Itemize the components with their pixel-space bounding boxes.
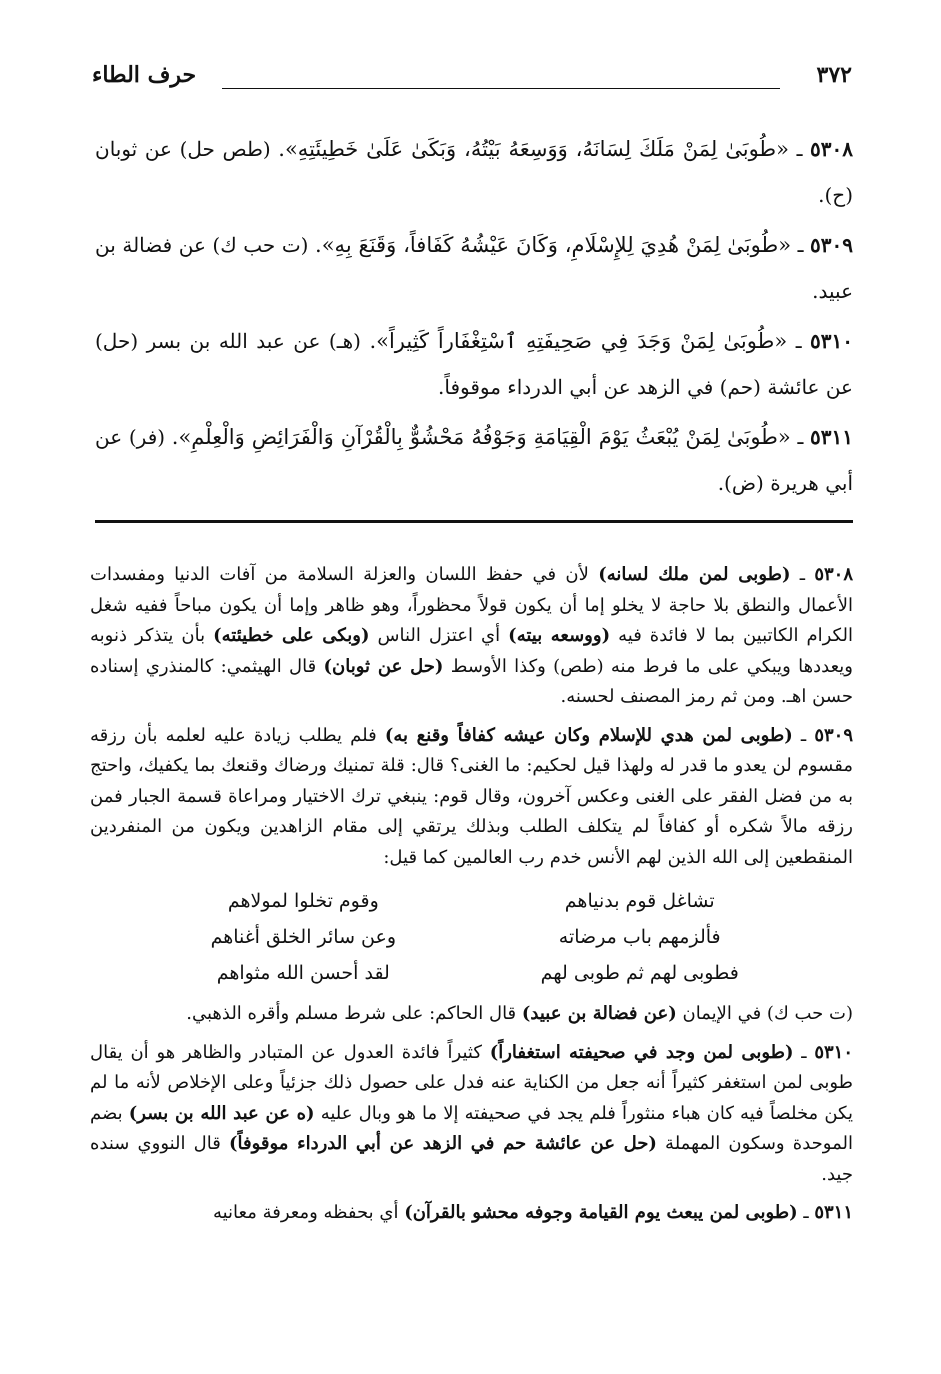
commentary-number: ٥٣٠٩ [814,724,853,746]
poem-verse [160,955,783,991]
hadith-5308 [95,126,853,218]
commentary-quote: (طوبى لمن ملك لسانه) [598,564,791,585]
hadith-number: ٥٣٠٩ [810,233,854,257]
hadith-source: (فر) عن أبي هريرة (ض). [95,425,853,495]
commentary-text: كثيراً فائدة العدول عن المتبادر والظاهر هو أن يقال طوبى لمن استغفر كثيراً أنه جعل من الكناية عنه فدل على حصول ذلك جزئياً وعلى الإخلاص لأنه ما لم يكن مخلصاً فيه كان هباء منثوراً فلم يجد في صحيفته إلا ما هو وبال عليه [90,1041,853,1124]
commentary-quote: (وبكى على خطيئته) [213,625,370,646]
commentary-text: فلم يطلب زيادة عليه لعلمه بأن رزقه مقسوم لن يعدو ما قدر له ولهذا قيل لحكيم: ما الغنى؟ قال: قلة تمنيك ورضاك وقنعك بما يكفيك، واحتج به من فضل الفقر على الغنى وعكس آخرون، وقال قوم: ينبغي ترك الاختيار ومراعاة قسمة الجبار فمن رزقه مالاً شكره أو كفافاً لم يتكلف الطلب وبذلك يرتقي إلى مقام الزاهدين ويكون من المنفردين المنقطعين إلى الله الذين لهم الأنس خدم رب العالمين كما قيل: [90,724,853,868]
commentary-quote: (حل عن عائشة حم في الزهد عن أبي الدرداء موقوفاً) [228,1133,657,1154]
poem-hemistich: تشاغل قوم بدنياهم [564,890,715,912]
commentary-number: ٥٣٠٨ [814,564,854,585]
poem-verse [160,919,783,955]
commentary-quote: (ه عن عبد الله بن بسر) [128,1102,315,1124]
hadith-number: ٥٣٠٨ [810,137,853,161]
header-rule [222,88,780,89]
commentary-5311 [90,1198,853,1229]
section-title: حرف الطاء [92,62,197,88]
commentary-quote: (طوبى لمن وجد في صحيفته استغفاراً) [489,1041,794,1063]
hadith-text: «طُوبَىٰ لِمَنْ هُدِيَ لِلإِسْلَامِ، وَكَانَ عَيْشُهُ كَفَافاً، وَقَنَعَ بِهِ». [315,233,792,257]
poem-hemistich: فألزمهم باب مرضاته [558,926,721,948]
commentary-5309-source [90,999,853,1030]
poem [90,883,853,991]
hadith-5310 [95,318,853,410]
commentary-text: أي بحفظه ومعرفة معانيه [212,1202,405,1223]
commentary-text: قال النووي سنده جيد. [90,1133,853,1185]
commentary-text: بضم الموحدة وسكون المهملة [90,1102,853,1154]
commentary-dash: ـ [792,724,815,746]
hadith-source: (هـ) عن عبد الله بن بسر (حل) عن عائشة (حم) في الزهد عن أبي الدرداء موقوفاً. [95,329,853,399]
hadith-text: «طُوبَىٰ لِمَنْ يُبْعَثُ يَوْمَ الْقِيَامَةِ وَجَوْفُهُ مَحْشُوٌّ بِالْقُرْآنِ وَالْفَرَائِضِ وَالْعِلْمِ». [171,425,791,449]
commentary-dash: ـ [790,564,815,585]
page-header [92,58,852,98]
commentary-number: ٥٣١٠ [814,1041,853,1063]
hadith-5311 [95,414,853,506]
hadith-text: «طُوبَىٰ لِمَنْ وَجَدَ فِي صَحِيفَتِهِ ٱسْتِغْفَاراً كَثِيراً». [369,329,788,353]
commentary-dash: ـ [797,1202,815,1223]
hadith-number: ٥٣١٠ [810,329,854,353]
commentary-quote: (طوبى لمن يبعث يوم القيامة وجوفه محشو بالقرآن) [404,1202,798,1223]
footnote-separator [95,520,853,523]
commentary-text: لأن في حفظ اللسان والعزلة السلامة من آفات الدنيا ومفسدات الأعمال والنطق بلا حاجة لا يخلو إما أن يكون قولاً محظوراً، وهو ظاهر وإما أن يكون مباحاً ففيه شغل الكرام الكاتبين بما لا فائدة فيه [90,564,853,646]
commentary-number: ٥٣١١ [814,1202,853,1223]
hadith-text: «طُوبَىٰ لِمَنْ مَلَكَ لِسَانَهُ، وَوَسِعَهُ بَيْتُهُ، وَبَكَىٰ عَلَىٰ خَطِيئَتِهِ». [278,137,789,161]
commentary-text: بأن يتذكر ذنوبه ويعددها ويبكي على ما فرط منه (طص) وكذا الأوسط [90,625,853,677]
commentary-dash: ـ [793,1041,815,1063]
hadith-source: (ت حب ك) عن فضالة بن عبيد. [95,233,853,303]
poem-hemistich: فطوبى لهم ثم طوبى لهم [540,962,739,984]
commentary-text: قال الحاكم: على شرط مسلم وأقره الذهبي. [186,1003,522,1024]
commentary-quote: (عن فضالة بن عبيد) [521,1003,677,1024]
hadith-5309 [95,222,853,314]
commentary-quote: (طوبى لمن هدي للإسلام وكان عيشه كفافاً وقنع به) [384,724,793,746]
commentary-quote: (ووسعه بيته) [508,625,611,646]
poem-hemistich: وعن سائر الخلق أغناهم [210,926,397,948]
commentary-text: (ت حب ك) في الإيمان [676,1003,853,1024]
commentary-5309 [90,721,853,874]
commentary-5308 [90,560,853,713]
hadith-dash: ـ [787,329,811,353]
poem-hemistich: لقد أحسن الله مثواهم [216,962,390,984]
hadith-dash: ـ [789,137,811,161]
hadith-dash: ـ [790,425,811,449]
poem-hemistich: وقوم تخلوا لمولاهم [227,890,379,912]
page-number: ٣٧٢ [816,62,852,88]
commentary-text: قال الهيثمي: كالمنذري إسناده حسن اهـ. ومن ثم رمز المصنف لحسنه. [90,655,853,707]
commentary [90,560,853,1237]
commentary-quote: (حل عن ثوبان) [323,655,444,677]
hadith-list [95,126,853,510]
commentary-5310 [90,1038,853,1191]
poem-verse [160,883,783,919]
commentary-text: أي اعتزل الناس [369,625,509,646]
hadith-dash: ـ [791,233,811,257]
hadith-source: (طص حل) عن ثوبان (ح). [95,137,853,207]
hadith-number: ٥٣١١ [810,425,853,449]
